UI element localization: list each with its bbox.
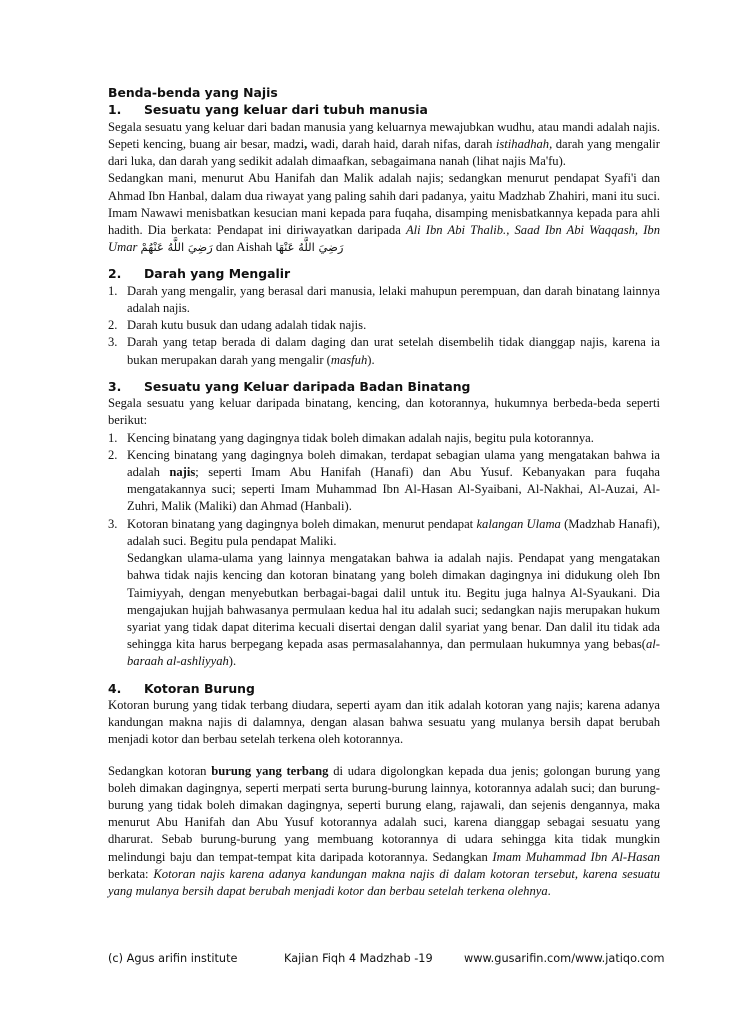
footer-website: www.gusarifin.com/www.jatiqo.com (464, 952, 665, 965)
page-title: Benda-benda yang Najis (108, 85, 278, 100)
section-4-heading (108, 680, 660, 697)
list-item: 1. Kencing binatang yang dagingnya tidak boleh dimakan adalah najis, begitu pula kotorannya. (108, 430, 594, 445)
footer-page-label: Kajian Fiqh 4 Madzhab -19 (284, 952, 433, 965)
section-1-paragraph-1: Segala sesuatu yang keluar dari badan manusia yang keluarnya mewajubkan wudhu, atau mandi adalah najis. Sepeti kencing, buang air besar, madzi, wadi, darah haid, darah nifas, darah istihadhah, darah yang mengalir dari luka, dan darah yang sedikit adalah dimaafkan, sebagaimana nanah (lihat najis Ma'fu). (108, 119, 661, 169)
list-item: 2. Kencing binatang yang dagingnya boleh dimakan, terdapat sebagian ulama yang mengatakan bahwa ia adalah najis; seperti Imam Abu Hanifah (Hanafi) dan Abu Yusuf. Kebanyakan para fuqaha mengatakannya suci; seperti Imam Muhammad Ibn Al-Hasan Al-Syaibani, Al-Nakhai, Al-Auzai, Al-Zuhri, Malik (Maliki) dan Ahmad (Hanbali). (108, 447, 660, 514)
section-2-list (108, 283, 660, 369)
section-4-paragraph-2: Sedangkan kotoran burung yang terbang di udara digolongkan kepada dua jenis; golongan burung yang boleh dimakan dagingnya, seperti merpati serta burung-burung lainnya, kotorannya adalah suci; dan burung-burung yang tidak boleh dimakan dagingnya, seperti burung elang, rajawali, dan sejenis dengannya, maka menurut Abu Hanifah dan Abu Yusuf kotorannya adalah suci, karena dianggap sebagai sesuatu yang dharurat. Sebab burung-burung yang membuang kotorannya di udara sehingga kita tidak mungkin melindungi baju dan tempat-tempat kita daripada kotorannya. Sedangkan Imam Muhammad Ibn Al-Hasan berkata: Kotoran najis karena adanya kandungan makna najis di dalam kotoran tersebut, karena sesuatu yang mulanya bersih dapat berubah menjadi kotor dan berbau setelah terkena olehnya. (108, 763, 661, 898)
document-page (108, 84, 660, 900)
page-footer (108, 952, 668, 965)
list-item: 3. Darah yang tetap berada di dalam daging dan urat setelah disembelih tidak dianggap najis, karena ia bukan merupakan darah yang mengalir (masfuh). (108, 335, 660, 367)
section-number: 3. (108, 378, 122, 394)
list-item: 1. Darah yang mengalir, yang berasal dari manusia, lelaki mahupun perempuan, dan darah binatang lainnya adalah najis. (108, 283, 660, 316)
section-4-paragraph-1: Kotoran burung yang tidak terbang diudara, seperti ayam dan itik adalah kotoran yang najis; karena adanya kandungan makna najis di dalamnya, dengan alasan bahwa sesuatu yang mulanya bersih dapat berubah menjadi kotor dan berbau setelah terkena oleh kotorannya. (108, 697, 660, 747)
list-item: 2. Darah kutu busuk dan udang adalah tidak najis. (108, 318, 367, 333)
section-1-heading (108, 101, 660, 118)
section-1-paragraph-2: Sedangkan mani, menurut Abu Hanifah dan Malik adalah najis; sedangkan menurut pendapat Syafi'i dan Ahmad Ibn Hanbal, dalam dua riwayat yang paling sahih dari padanya, yaitu Madzhab Zhahiri, mani itu suci. Imam Nawawi menisbatkan kesucian mani kepada para fuqaha, disamping menisbatkannya kepada para ahli hadith. Dia berkata: Pendapat ini diriwayatkan daripada Ali Ibn Abi Thalib., Saad Ibn Abi Waqqash, Ibn Umar رَضِيَ اللَّهُ عَنْهُمْ dan Aishah رَضِيَ اللَّهُ عَنْهَا (108, 171, 660, 255)
section-title: Sesuatu yang Keluar daripada Badan Binatang (144, 378, 471, 394)
section-title: Darah yang Mengalir (144, 266, 291, 282)
section-title: Sesuatu yang keluar dari tubuh manusia (144, 102, 428, 118)
section-number: 1. (108, 102, 122, 118)
section-3-heading (108, 378, 660, 395)
section-number: 4. (108, 680, 122, 696)
section-2-heading (108, 265, 660, 282)
section-3-intro: Segala sesuatu yang keluar daripada binatang, kencing, dan kotorannya, hukumnya berbeda-beda seperti berikut: (108, 396, 660, 428)
list-item: 3. Kotoran binatang yang dagingnya boleh dimakan, menurut pendapat kalangan Ulama (Madzhab Hanafi), adalah suci. Begitu pula pendapat Maliki. Sedangkan ulama-ulama yang lainnya mengatakan bahwa ia adalah najis. Pendapat yang mengatakan bahwa tidak najis kencing dan kotoran binatang yang boleh dimakan dagingnya ini didukung oleh Ibn Taimiyyah, dengan menyebutkan berbagai-bagai dalil untuk itu. Begitu juga halnya Al-Syaukani. Dia mengajukan hujjah bahwasanya permulaan kedua hal itu adalah suci; sedangkan najis merupakan hukum syariat yang tidak dapat diterima kecuali disertai dengan dalil syariat yang benar. Dan dalil itu tidak ada sehingga kita harus berpegang kepada asas permasalahannya, dan permulaan hukumnya yang bebas(al-baraah al-ashliyyah). (108, 516, 660, 669)
section-3-list (108, 430, 660, 671)
section-title: Kotoran Burung (144, 680, 255, 696)
arabic-phrase: رَضِيَ اللَّهُ عَنْهَا (275, 240, 344, 255)
footer-copyright: (c) Agus arifin institute (108, 952, 238, 965)
arabic-phrase: رَضِيَ اللَّهُ عَنْهُمْ (140, 240, 213, 255)
section-number: 2. (108, 266, 122, 282)
